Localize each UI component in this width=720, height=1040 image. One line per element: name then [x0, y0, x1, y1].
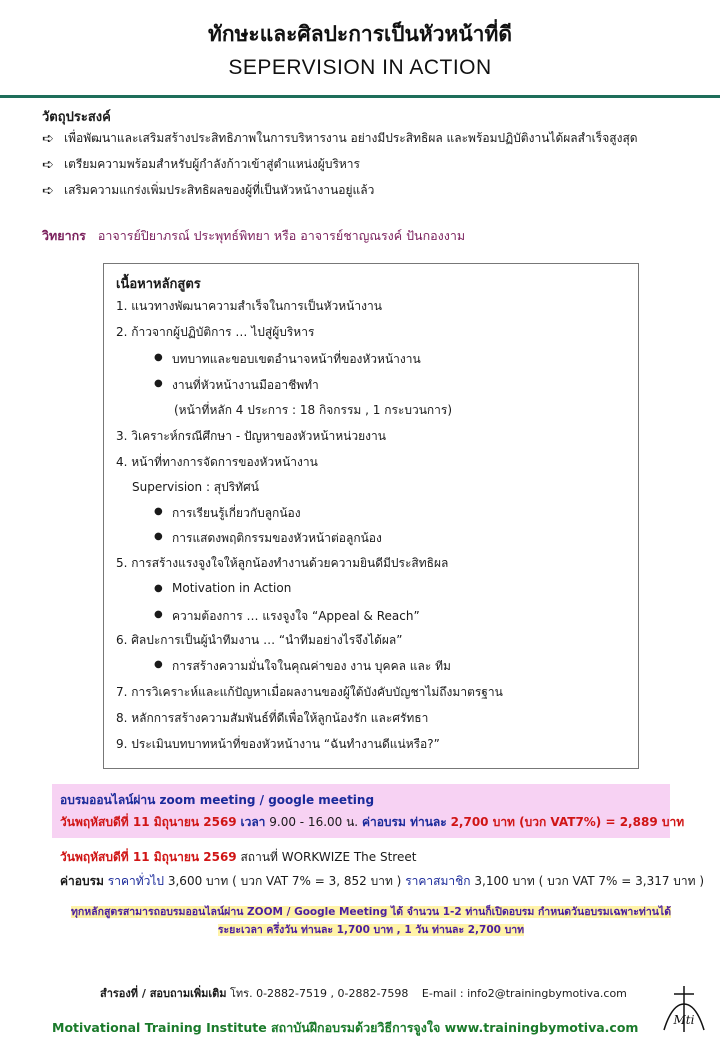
- content-bullet: ● งานที่หัวหน้างานมืออาชีพทำ: [172, 376, 319, 395]
- notice-line-2: ระยะเวลา ครึ่งวัน ท่านละ 1,700 บาท , 1 วัน ท่านละ 2,700 บาท: [217, 924, 525, 936]
- content-bullet: ● ความต้องการ … แรงจูงใจ “Appeal & Reach”: [172, 607, 420, 626]
- content-item: 2. ก้าวจากผู้ปฏิบัติการ … ไปสู่ผู้บริหาร: [116, 325, 315, 339]
- onsite-fee-label: ค่าอบรม: [60, 874, 104, 888]
- onsite-date: วันพฤหัสบดีที่ 11 มิถุนายน 2569: [60, 850, 237, 864]
- general-price: 3,600 บาท ( บวก VAT 7% = 3, 852 บาท ): [167, 874, 402, 888]
- onsite-fees: [60, 872, 704, 891]
- footer-institute: Motivational Training Institute สถาบันฝึกอบรมด้วยวิธีการจูงใจ www.trainingbymotiva.com: [52, 1020, 639, 1035]
- content-item: 1. แนวทางพัฒนาความสำเร็จในการเป็นหัวหน้างาน: [116, 299, 382, 313]
- content-item: 8. หลักการสร้างความสัมพันธ์ที่ดีเพื่อให้ลูกน้องรัก และศรัทธา: [116, 711, 429, 725]
- content-subitem: Supervision : สุปริทัศน์: [132, 480, 259, 494]
- content-item: 4. หน้าที่ทางการจัดการของหัวหน้างาน: [116, 455, 318, 469]
- lecturer-line: [42, 226, 465, 246]
- online-time-label: เวลา: [240, 815, 266, 829]
- online-fee-label: ค่าอบรม ท่านละ: [361, 815, 447, 829]
- general-price-label: ราคาทั่วไป: [107, 874, 165, 888]
- onsite-schedule: [60, 848, 416, 867]
- objective-text: เตรียมความพร้อมสำหรับผู้กำลังก้าวเข้าสู่ตำแหน่งผู้บริหาร: [64, 157, 360, 171]
- page-title-english: SEPERVISION IN ACTION: [228, 56, 492, 79]
- objective-text: เพื่อพัฒนาและเสริมสร้างประสิทธิภาพในการบริหารงาน อย่างมีประสิทธิผล และพร้อมปฏิบัติงานได้ผลสำเร็จสูงสุด: [64, 131, 638, 145]
- contact-email[interactable]: E-mail : info2@trainingbymotiva.com: [421, 987, 627, 1000]
- online-time: 9.00 - 16.00 น.: [269, 815, 359, 829]
- objectives-heading: วัตถุประสงค์: [42, 110, 111, 125]
- content-bullet: ● การแสดงพฤติกรรมของหัวหน้าต่อลูกน้อง: [172, 529, 382, 548]
- objective-text: เสริมความแกร่งเพิ่มประสิทธิผลของผู้ที่เป็นหัวหน้างานอยู่แล้ว: [64, 183, 375, 197]
- svg-text:Mti: Mti: [673, 1013, 695, 1027]
- content-item: 6. ศิลปะการเป็นผู้นำทีมงาน … “นำทีมอย่างไรจึงได้ผล”: [116, 633, 403, 647]
- online-fee: 2,700 บาท (บวก VAT7%) = 2,889 บาท: [450, 815, 685, 829]
- course-content-box: [103, 263, 639, 769]
- right-hand-arrow-icon: ➪: [42, 156, 54, 173]
- lecturer-names: อาจารย์ปิยาภรณ์ ประพุทธ์พิทยา หรือ อาจารย์ชาญณรงค์ ปันกองงาม: [97, 228, 466, 243]
- content-bullet: ● การเรียนรู้เกี่ยวกับลูกน้อง: [172, 504, 301, 523]
- online-mode: อบรมออนไลน์ผ่าน zoom meeting / google meeting: [60, 793, 375, 807]
- objective-item: [42, 181, 374, 200]
- right-hand-arrow-icon: ➪: [42, 182, 54, 199]
- online-date: วันพฤหัสบดีที่ 11 มิถุนายน 2569: [60, 815, 237, 829]
- content-bullet: ● Motivation in Action: [172, 581, 291, 595]
- member-price-label: ราคาสมาชิก: [405, 874, 471, 888]
- member-price: 3,100 บาท ( บวก VAT 7% = 3,317 บาท ): [474, 874, 705, 888]
- content-item: 3. วิเคราะห์กรณีศึกษา - ปัญหาของหัวหน้าหน่วยงาน: [116, 429, 386, 443]
- mti-logo: [660, 984, 708, 1034]
- online-schedule: [60, 813, 684, 832]
- page-title-thai: ทักษะและศิลปะการเป็นหัวหน้าที่ดี: [208, 22, 512, 46]
- right-hand-arrow-icon: ➪: [42, 130, 54, 147]
- content-heading: เนื้อหาหลักสูตร: [116, 277, 201, 292]
- content-item: 9. ประเมินบทบาทหน้าที่ของหัวหน้างาน “ฉันทำงานดีแน่หรือ?”: [116, 737, 440, 751]
- contact-line: [100, 984, 627, 1002]
- content-item: 5. การสร้างแรงจูงใจให้ลูกน้องทำงานด้วยความยินดีมีประสิทธิผล: [116, 556, 449, 570]
- content-bullet: ● บทบาทและขอบเขตอำนาจหน้าที่ของหัวหน้างาน: [172, 350, 421, 369]
- lecturer-label: วิทยากร: [42, 228, 86, 243]
- content-note: (หน้าที่หลัก 4 ประการ : 18 กิจกรรม , 1 กระบวนการ): [174, 403, 453, 417]
- objective-item: [42, 155, 360, 174]
- header-divider: [0, 95, 720, 98]
- objective-item: [42, 129, 638, 148]
- content-item: 7. การวิเคราะห์และแก้ปัญหาเมื่อผลงานของผู้ใต้บังคับบัญชาไม่ถึงมาตรฐาน: [116, 685, 503, 699]
- content-bullet: ● การสร้างความมั่นใจในคุณค่าของ งาน บุคคล และ ทีม: [172, 657, 451, 676]
- contact-phone: โทร. 0-2882-7519 , 0-2882-7598: [230, 987, 409, 1000]
- contact-label: สำรองที่ / สอบถามเพิ่มเติม: [100, 987, 227, 1000]
- onsite-venue: สถานที่ WORKWIZE The Street: [240, 850, 417, 864]
- notice-line-1: ทุกหลักสูตรสามารถอบรมออนไลน์ผ่าน ZOOM / Google Meeting ได้ จำนวน 1-2 ท่านก็เปิดอบรม กำหนดวันอบรมเฉพาะท่านได้: [70, 906, 672, 918]
